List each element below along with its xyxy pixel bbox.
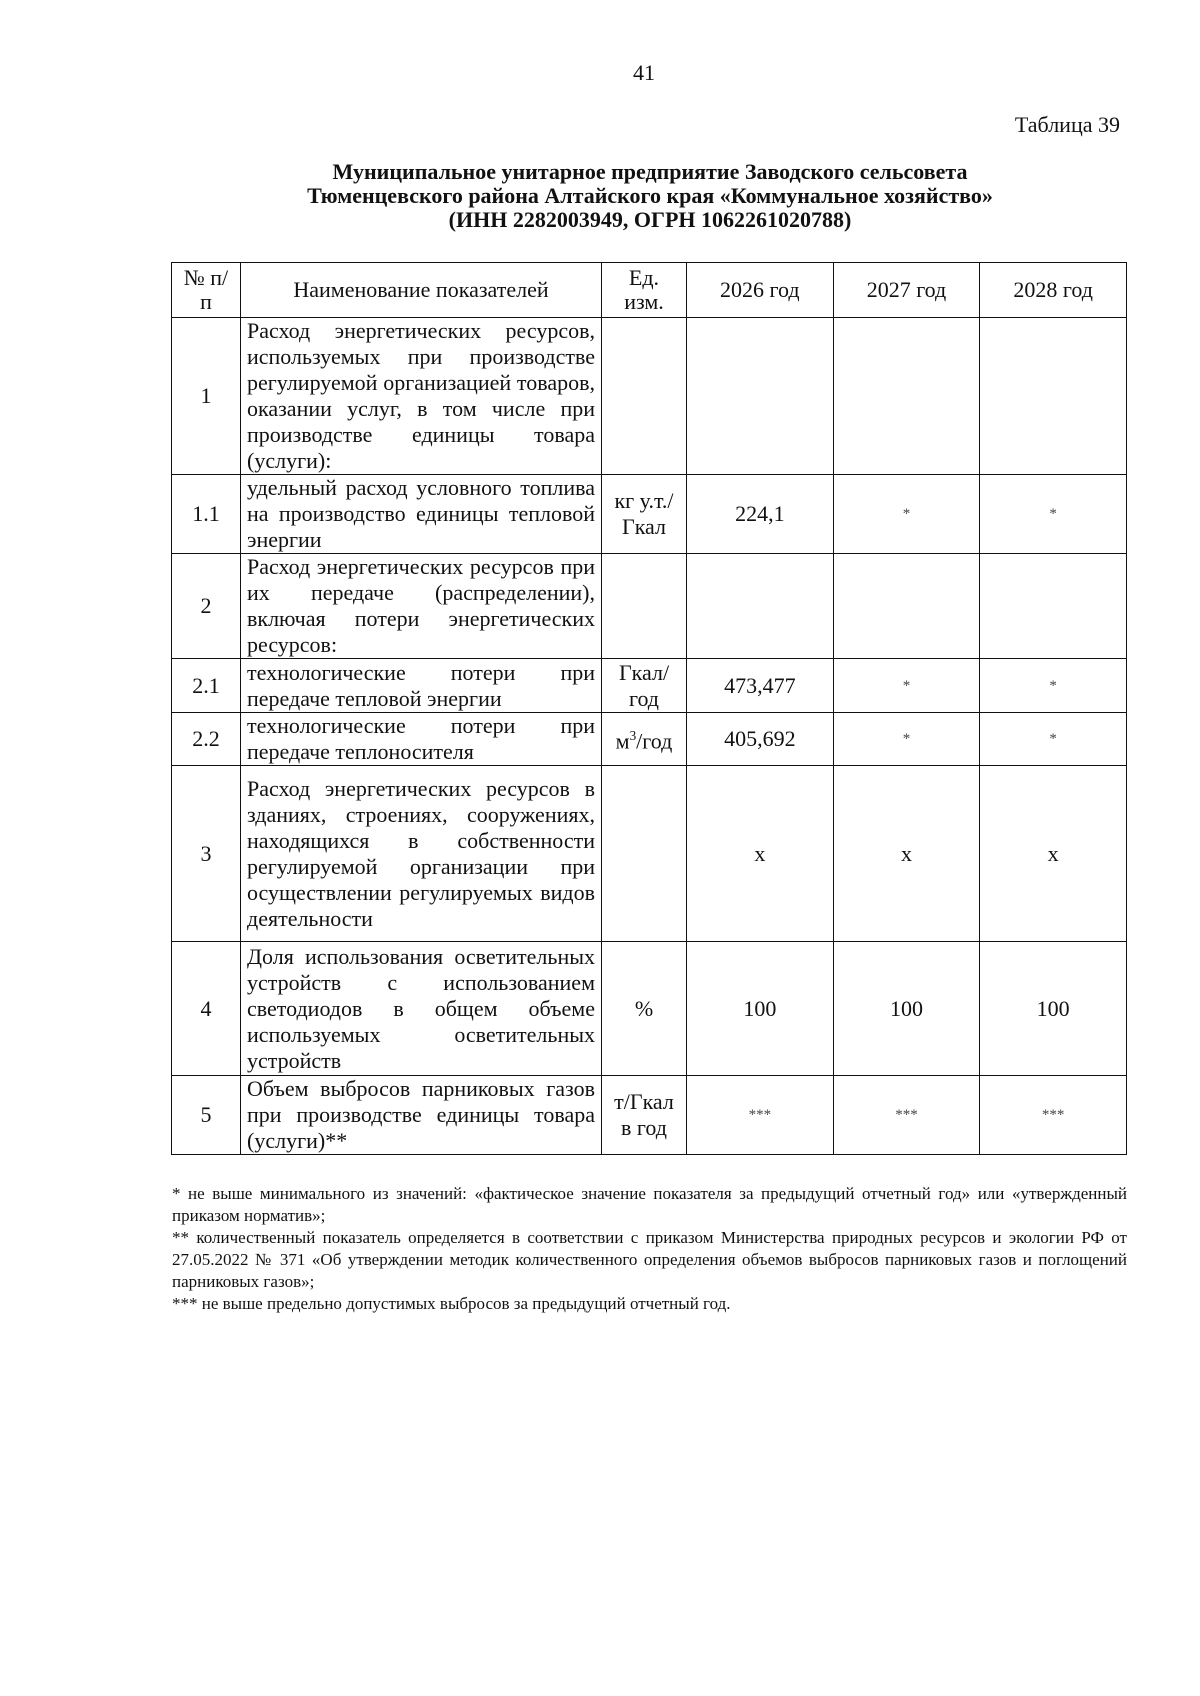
row-num: 1.1 xyxy=(172,475,241,554)
footnote-2: ** количественный показатель определяется в соответствии с приказом Министерства природных ресурсов и экологии РФ от 27.05.2022 № 371 «Об утверждении методик количественного определения объемов выбросов парниковых газов и поглощений парниковых газов»; xyxy=(172,1228,1127,1291)
row-num: 3 xyxy=(172,766,241,942)
row-value-2026: 473,477 xyxy=(687,659,834,713)
row-value-2028: х xyxy=(980,766,1127,942)
indicators-table xyxy=(171,262,1127,1155)
row-value-2027: * xyxy=(833,659,980,713)
row-unit xyxy=(602,554,687,659)
row-value-2026 xyxy=(687,554,834,659)
header-2028: 2028 год xyxy=(980,263,1127,318)
unit-rest: /год xyxy=(636,728,673,754)
row-name: удельный расход условного топлива на производство единицы тепловой энергии xyxy=(241,475,602,554)
title-line-1: Муниципальное унитарное предприятие Заводского сельсовета xyxy=(332,159,968,184)
table-label: Таблица 39 xyxy=(1014,112,1120,137)
row-num: 2.1 xyxy=(172,659,241,713)
page-number: 41 xyxy=(633,60,655,85)
row-name: технологические потери при передаче теплоносителя xyxy=(241,713,602,766)
title-line-3: (ИНН 2282003949, ОГРН 1062261020788) xyxy=(448,207,852,232)
row-num: 2.2 xyxy=(172,713,241,766)
unit-base: м xyxy=(615,728,630,754)
table-row xyxy=(172,475,1127,554)
footnotes xyxy=(172,1183,1127,1315)
row-value-2027: 100 xyxy=(833,942,980,1076)
row-value-2027: х xyxy=(833,766,980,942)
row-value-2028: * xyxy=(980,475,1127,554)
row-value-2027 xyxy=(833,554,980,659)
row-unit: Гкал/ год xyxy=(602,659,687,713)
row-num: 1 xyxy=(172,318,241,475)
table-row xyxy=(172,659,1127,713)
row-num: 4 xyxy=(172,942,241,1076)
footnote-1: * не выше минимального из значений: «фактическое значение показателя за предыдущий отчетный год» или «утвержденный приказом норматив»; xyxy=(172,1184,1127,1225)
title-line-2: Тюменцевского района Алтайского края «Коммунальное хозяйство» xyxy=(307,183,993,208)
row-value-2028: 100 xyxy=(980,942,1127,1076)
row-value-2027: * xyxy=(833,713,980,766)
row-value-2028 xyxy=(980,554,1127,659)
header-name: Наименование показателей xyxy=(241,263,602,318)
row-value-2027 xyxy=(833,318,980,475)
row-name: технологические потери при передаче тепловой энергии xyxy=(241,659,602,713)
table-row xyxy=(172,942,1127,1076)
header-2027: 2027 год xyxy=(833,263,980,318)
row-unit: кг у.т./ Гкал xyxy=(602,475,687,554)
table-row xyxy=(172,713,1127,766)
row-value-2027: *** xyxy=(833,1076,980,1155)
row-value-2026: х xyxy=(687,766,834,942)
table-row xyxy=(172,766,1127,942)
row-unit: % xyxy=(602,942,687,1076)
row-unit xyxy=(602,318,687,475)
unit-superscript: 3 xyxy=(629,728,637,744)
row-name: Расход энергетических ресурсов в зданиях, строениях, сооружениях, находящихся в собственности регулируемой организации при осуществлении регулируемых видов деятельности xyxy=(241,766,602,942)
table-row xyxy=(172,1076,1127,1155)
row-value-2028 xyxy=(980,318,1127,475)
document-title xyxy=(170,160,1130,232)
header-num: № п/п xyxy=(172,263,241,318)
row-value-2028: * xyxy=(980,659,1127,713)
row-value-2027: * xyxy=(833,475,980,554)
header-2026: 2026 год xyxy=(687,263,834,318)
footnote-3: *** не выше предельно допустимых выбросов за предыдущий отчетный год. xyxy=(172,1294,731,1313)
row-num: 2 xyxy=(172,554,241,659)
row-name: Расход энергетических ресурсов, используемых при производстве регулируемой организацией товаров, оказании услуг, в том числе при производстве единицы товара (услуги): xyxy=(241,318,602,475)
row-value-2028: * xyxy=(980,713,1127,766)
row-unit xyxy=(602,766,687,942)
row-name: Расход энергетических ресурсов при их передаче (распределении), включая потери энергетических ресурсов: xyxy=(241,554,602,659)
table-row xyxy=(172,318,1127,475)
row-value-2026: 224,1 xyxy=(687,475,834,554)
row-num: 5 xyxy=(172,1076,241,1155)
row-value-2026: *** xyxy=(687,1076,834,1155)
row-name: Объем выбросов парниковых газов при производстве единицы товара (услуги)** xyxy=(241,1076,602,1155)
row-value-2026 xyxy=(687,318,834,475)
row-name: Доля использования осветительных устройств с использованием светодиодов в общем объеме используемых осветительных устройств xyxy=(241,942,602,1076)
row-unit xyxy=(602,713,687,766)
table-row xyxy=(172,554,1127,659)
row-value-2026: 405,692 xyxy=(687,713,834,766)
header-unit: Ед. изм. xyxy=(602,263,687,318)
row-value-2026: 100 xyxy=(687,942,834,1076)
table-header-row xyxy=(172,263,1127,318)
row-unit: т/Гкал в год xyxy=(602,1076,687,1155)
row-value-2028: *** xyxy=(980,1076,1127,1155)
